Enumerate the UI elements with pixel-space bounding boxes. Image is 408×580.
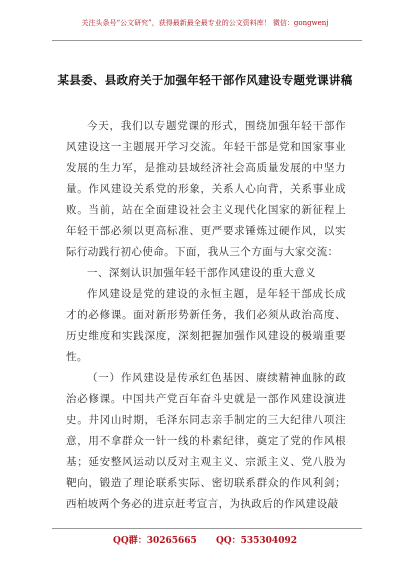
header-divider	[52, 40, 362, 41]
footer-qq: QQ：535304092	[215, 536, 297, 546]
footer-divider	[52, 528, 362, 529]
header-banner: 关注头条号“公文研究”，获得最新最全最专业的公文资料库！ 微信：gongwenj	[81, 19, 329, 27]
footer-qq-group: QQ群：30265665	[113, 536, 197, 546]
section-heading: 一、深刻认识加强年轻干部作风建设的重大意义	[87, 267, 316, 279]
body-paragraph: 作风建设是党的建设的永恒主题，是年轻干部成长成才的必修课。面对新形势新任务，我们必须从政治高度、历史维度和实践深度，深刻把握加强作风建设的极端重要性。	[66, 288, 346, 363]
footer-contact	[40, 533, 370, 546]
document-title: 某县委、县政府关于加强年轻干部作风建设专题党课讲稿	[57, 73, 353, 87]
intro-paragraph: 今天，我们以专题党课的形式，围绕加强年轻干部作风建设这一主题展开学习交流。年轻干部是党和国家事业发展的生力军，是推动县域经济社会高质量发展的中坚力量。作风建设关系党的形象，关系人心向背，关系事业成败。当前，站在全面建设社会主义现代化国家的新征程上年轻干部必须以更高标准、更严要求锤炼过硬作风，以实际行动践行初心使命。下面，我从三个方面与大家交流：	[66, 120, 346, 258]
document-body	[66, 116, 346, 515]
body-paragraph: （一）作风建设是传承红色基因、赓续精神血脉的政治必修课。中国共产党百年奋斗史就是一部作风建设演进史。井冈山时期，毛泽东同志亲手制定的三大纪律八项注意，用不拿群众一针一线的朴素纪律，奠定了党的作风根基；延安整风运动以反对主观主义、宗派主义、党八股为靶向，锻造了理论联系实际、密切联系群众的作风利剑；西柏坡两个务必的进京赶考宣言，为执政后的作风建设敲	[66, 372, 346, 510]
